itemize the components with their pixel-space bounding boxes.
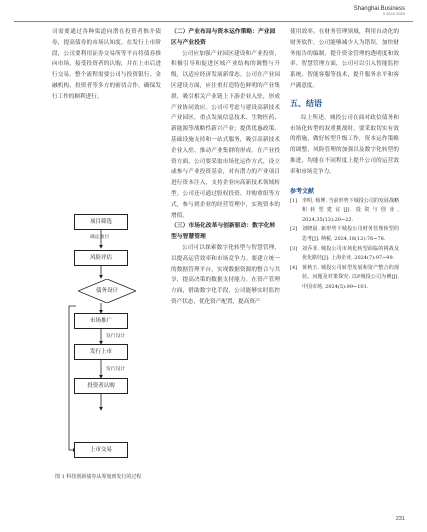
col3-paragraph-2: 综上所述，城投公司在面对政信债务和市场化转型的双重挑战时，要采取切实有效的措施，做好转型升级工作，资本运作策略的调整，风险管理的加强以及数字化转型的推进，均能在不同程度上提升公司的运营效率和市场竞争力。	[290, 114, 399, 175]
section-heading-digital-transformation: （三）市场化改革与创新驱动：数字化转型与智慧管理	[171, 223, 276, 241]
journal-issue: 5 2024 2025	[382, 11, 405, 17]
reference-item	[290, 225, 399, 244]
header-rule	[14, 21, 413, 22]
reference-text: 李明, 杨博. 当前形势下城投公司的发展战略和转型建议[J]. 投资与创业, 2024,35(13):20~22.	[302, 197, 399, 223]
journal-name: Shanghai Business	[353, 6, 405, 12]
reference-number: [2]	[290, 226, 298, 233]
flow-label-issue-design: 发行设计	[106, 334, 126, 339]
flow-node-market-promotion: 市场推广	[74, 313, 128, 329]
column-2	[171, 27, 280, 308]
column-1	[52, 27, 161, 103]
reference-item	[290, 245, 399, 264]
reference-item	[290, 264, 399, 293]
reference-text: 刘乔菲. 城投公司市场化转型面临的挑战及优化路径[J]. 上海企业, 2024(7):97~99.	[302, 245, 399, 262]
flow-label-confirm-project: 确定项目	[90, 235, 110, 240]
reference-item	[290, 197, 399, 226]
col1-paragraph: 司需要通过各种渠道向潜在投资者推介债券，提高债券的市场认知度。在发行上市阶段，公司要利用证券交易所等平台将债券推向市场，接受投资者的认购，并在上市后进行交易。整个流程需要公司与投资银行、金融机构、投资者等多方的密切合作，确保发行工作的顺利进行。	[52, 29, 161, 100]
flow-node-issuance-listing: 发行上市	[74, 344, 128, 360]
figure-caption: 图 1 科技创新债券从筹划到发行的过程	[55, 474, 142, 480]
flow-node-listing-trading: 上市交易	[74, 442, 128, 458]
flow-node-debt-design-label: 债务设计	[95, 288, 118, 294]
reference-number: [4]	[290, 264, 298, 271]
conclusion-heading: 五、结语	[290, 98, 322, 108]
flow-node-project-screening: 项目筛选	[74, 214, 128, 230]
col3-paragraph-1: 使用效率。在财务管理领域，利用自动化的财务软件，公司能够减少人为错误，加快财务报告的编制，提升资金管理的透明度和效率。智慧管理方面，公司可以引入智能监控系统、智能客服等技术，提升服务水平和客户满意度。	[290, 29, 399, 89]
page-number: 231	[395, 516, 405, 522]
col2-paragraph-1: 公司应加强产业园区建设和产业投资，积极引导和促进区域产业结构的调整与升级，以适应经济发展新常态。公司在产业园区建设方面，应注重打造特色鲜明的产业集群，吸引相关产业链上下游企业入驻，形成产业协同效应。公司可考虑与建设高新技术产业园区，重点发展信息技术、生物医药、新能源等战略性新兴产业；提供优惠政策、基础设施支持和一站式服务，吸引高新技术企业入驻、推动产业集群的形成。在产业投资方面，公司要采取市场化运作方式，设立或参与产业投资基金，对有潜力的产业项目进行资本注入，支持企业向高新技术领域转型。公司还可通过股权投资、并购重组等方式，参与到企业的经营管理中，实现资本的增值。	[171, 50, 280, 219]
reference-text: 黄秋玉. 城投公司转型发展和资产整合的现状、问题及对策探究: 以P城投公司为例[J]. 中国市场, 2024(5):99~101.	[302, 264, 399, 290]
flow-node-risk-assessment: 风险评估	[74, 250, 128, 266]
flow-node-debt-design	[78, 279, 136, 303]
flow-node-investor-subscription: 投资者认购	[74, 378, 128, 394]
references-heading: 参考文献	[290, 188, 315, 195]
reference-list	[290, 197, 399, 293]
reference-text: 刘晓晨. 新形势下城投公司财务管理转型的思考[J]. 纳税, 2024,18(12):76~78.	[302, 226, 399, 242]
journal-header	[354, 6, 405, 16]
reference-number: [3]	[290, 245, 298, 252]
reference-number: [1]	[290, 197, 298, 204]
col2-paragraph-2: 公司可以探索数字化转型与智慧管理，以提高运营效率和市场竞争力。要建立统一的数据管理平台，实现数据资源的整合与共享，提高决策的数据支持能力。在资产管理方面，借助数字化手段，公司能够实时监控资产状态，优化资产配置，提高资产	[171, 244, 280, 305]
section-heading-industrial-layout: （二）产业布局与资本运作策略：产业园区与产业投资	[171, 29, 276, 46]
flow-label-issue-design-2: 发行设计	[106, 367, 126, 372]
column-3	[290, 27, 399, 293]
flowchart-figure	[66, 214, 148, 464]
